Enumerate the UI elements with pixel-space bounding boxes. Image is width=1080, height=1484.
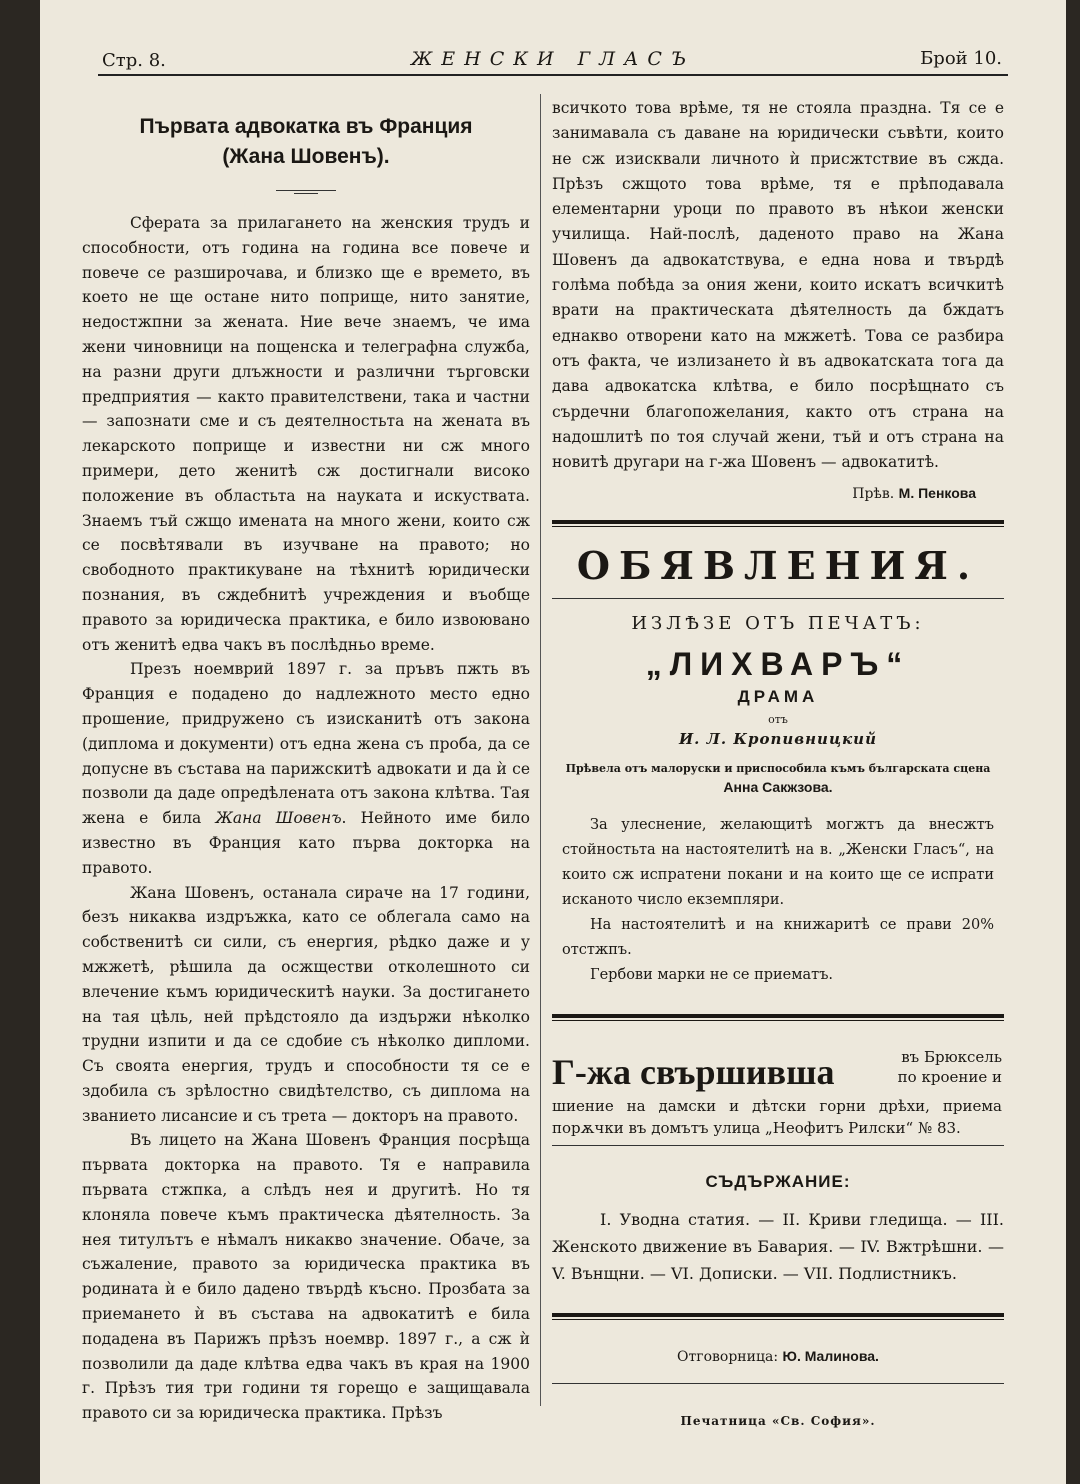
article-paragraph bbox=[82, 657, 530, 880]
header-rule bbox=[98, 74, 1008, 76]
section-rule bbox=[552, 1313, 1004, 1320]
play-translator: Анна Сакжзова. bbox=[723, 779, 833, 796]
person-name: Жана Шовенъ bbox=[215, 809, 342, 828]
contents-title: СЪДЪРЖАНИЕ: bbox=[705, 1172, 851, 1192]
translation-note: Прѣвела отъ малоруски и приспособила къмъ българската сцена bbox=[565, 762, 991, 776]
editor-line bbox=[552, 1348, 1004, 1365]
article-paragraph: всичкото това врѣме, тя не стояла праздна. Тя се е занимавала съ даване на юридически съвѣти, които не сж изисквали личното ѝ присжтствие въ сжда. Прѣзъ сжщото това врѣме, тя е прѣподавала елементарни уроци по правото въ нѣкои женски училища. Най-послѣ, даденото право на Жана Шовенъ да адвокатствува, е една нова и твърдѣ голѣма побѣда за ония жени, които искатъ всичкитѣ врати на практическата дѣятелность да бждатъ еднакво отворени като на мжжетѣ. Това се разбира отъ факта, че излизането ѝ въ адвокатската тога да дава адвокатска клѣтва, е било посрѣщнато съ сърдечни благопожелания, както отъ страна на надошлитѣ по тоя случай жени, тъй и отъ страна на новитѣ другари на г-жа Шовенъ — адвокатитѣ. bbox=[552, 99, 1004, 472]
play-title: „ЛИХВАРЪ“ bbox=[645, 646, 911, 683]
column-divider bbox=[540, 94, 541, 1406]
newspaper-page bbox=[40, 0, 1066, 1484]
title-ornament-rule bbox=[276, 190, 336, 191]
ads-rule bbox=[552, 598, 1004, 599]
section-rule bbox=[552, 520, 1004, 527]
contents-body: I. Уводна статия. — II. Криви гледища. — III. Женското движение въ Бавария. — IV. Вжтрѣшни. — V. Вънщни. — VI. Дописки. — VII. Подлистникъ. bbox=[552, 1210, 1004, 1284]
seamstress-headline: Г-жа свършивша bbox=[552, 1052, 835, 1093]
article-paragraph: Жана Шовенъ, останала сираче на 17 години, безъ никаква издръжка, като се облегала само на собственитѣ си сили, съ енергия, рѣдко даже и у мжжетѣ, рѣшила да осжществи отколешното си влечение къмъ юридическитѣ науки. За достигането на тая цѣль, ней прѣдстояло да издържи нѣколко трудни изпити и да се сдобие съ нѣколко дипломи. Съ своята енергия, трудъ и способности тя се е здобила съ зрѣлостно свидѣтелство, съ диплома на званието лисансие и съ трета — докторъ на правото. bbox=[82, 883, 530, 1125]
page-number: Стр. 8. bbox=[102, 50, 166, 71]
seamstress-side-text: въ Брюксель по кроение и bbox=[897, 1048, 1002, 1087]
article-body bbox=[82, 211, 530, 1426]
section-rule bbox=[552, 1014, 1004, 1021]
paragraph-text: . Нейното име било известно въ Франция като първа докторка на правото. bbox=[82, 809, 530, 877]
editor-label: Отговорница: bbox=[677, 1349, 779, 1366]
article-title bbox=[82, 112, 530, 172]
ad-paragraph: Гербови марки не се приематъ. bbox=[590, 967, 834, 984]
printer-line: Печатница «Св. София». bbox=[680, 1414, 876, 1429]
seamstress-ad bbox=[552, 1043, 1004, 1138]
seamstress-text: шиение на дамски и дѣтски горни дрѣхи, приема порѫчки въ домътъ улица „Неофитъ Рилски“ № 83. bbox=[552, 1097, 1002, 1138]
ad-intro: ИЗЛѢЗЕ ОТЪ ПЕЧАТЪ: bbox=[631, 613, 925, 635]
left-column bbox=[82, 100, 530, 1426]
article-title-line2: (Жана Шовенъ). bbox=[222, 145, 390, 168]
article-paragraph: Сферата за прилагането на женския трудъ и способности, отъ година на година все повече и повече се разширочава, и близко ще е времето, въ което не ще остане нито поприще, нито занятие, недостжпни за жената. Ние вече знаемъ, че има жени чиновници на пощенска и телеграфна служба, на разни други длъжности и различни търговски предприятия — както правителствени, така и частни — запознати сме и съ деятелностьта на жената въ лекарското поприще и известни ни сж много примери, дето женитѣ сж достигнали високо положение въ областьта на науката и искуствата. Знаемъ тъй сжщо имената на много жени, които сж се посвѣтявали въ изучване на правото; но свободното практикуване на тѣхнитѣ юридически познания, въ сждебнитѣ учреждения и въобще правото за юридическа практика, е било извоювано отъ женитѣ едва чакъ въ послѣдньо време. bbox=[82, 214, 530, 654]
footer-rule bbox=[552, 1383, 1004, 1384]
page-header bbox=[40, 44, 1066, 74]
paragraph-text: Презъ ноемврий 1897 г. за пръвъ пжть въ Франция е подадено до надлежното место едно прошение, придружено съ изисканитѣ отъ закона (диплома и документи) отъ една жена съ проба, да се допусне въ състава на парижскитѣ адвокати и да ѝ се позволи да даде опредѣлената отъ закона клѣтва. Тая жена е била bbox=[82, 660, 530, 828]
translator-name: М. Пенкова bbox=[898, 485, 976, 502]
play-genre: ДРАМА bbox=[737, 687, 819, 707]
issue-number: Брой 10. bbox=[920, 48, 1002, 69]
article-continuation bbox=[552, 96, 1004, 475]
translator-prefix: Прѣв. bbox=[852, 486, 895, 503]
translator-signature bbox=[552, 485, 976, 502]
ads-heading: ОБЯВЛЕНИЯ. bbox=[576, 543, 980, 589]
play-by: отъ bbox=[768, 713, 788, 727]
newspaper-title: ЖЕНСКИ ГЛАСЪ bbox=[410, 48, 696, 70]
ad-paragraph: На настоятелитѣ и на книжаритѣ се прави 20% отстжпъ. bbox=[562, 917, 994, 959]
article-title-line1: Първата адвокатка въ Франция bbox=[139, 115, 473, 138]
right-column bbox=[552, 96, 1004, 1428]
play-author: И. Л. Кропивницкий bbox=[679, 730, 877, 749]
editor-name: Ю. Малинова. bbox=[782, 1348, 879, 1365]
ad-text bbox=[562, 813, 994, 988]
contents-rule bbox=[552, 1145, 1004, 1146]
article-paragraph: Въ лицето на Жана Шовенъ Франция посрѣща първата докторка на правото. Тя е направила първата стжпка, а слѣдъ нея и другитѣ. Но тя клоняла повече къмъ практическа дѣятелность. За нея титулътъ е нѣмалъ никакво значение. Обаче, за съжаление, правото за юридическа практика въ родината ѝ е било дадено твърдѣ късно. Прозбата за приемането ѝ въ състава на адвокатитѣ е била подадена въ Парижъ прѣзъ ноемвр. 1897 г., а сж ѝ позволили да даде клѣтва едва чакъ въ края на 1900 г. Прѣзъ тия три години тя горещо е защищавала правото си за юридическа практика. Прѣзъ bbox=[82, 1131, 530, 1423]
ad-paragraph: За улеснение, желающитѣ могжтъ да внесжтъ стойностьта на настоятелитѣ на в. „Женски Гласъ“, на които сж испратени покани и на които ще се испрати исканото число екземпляри. bbox=[562, 817, 994, 909]
